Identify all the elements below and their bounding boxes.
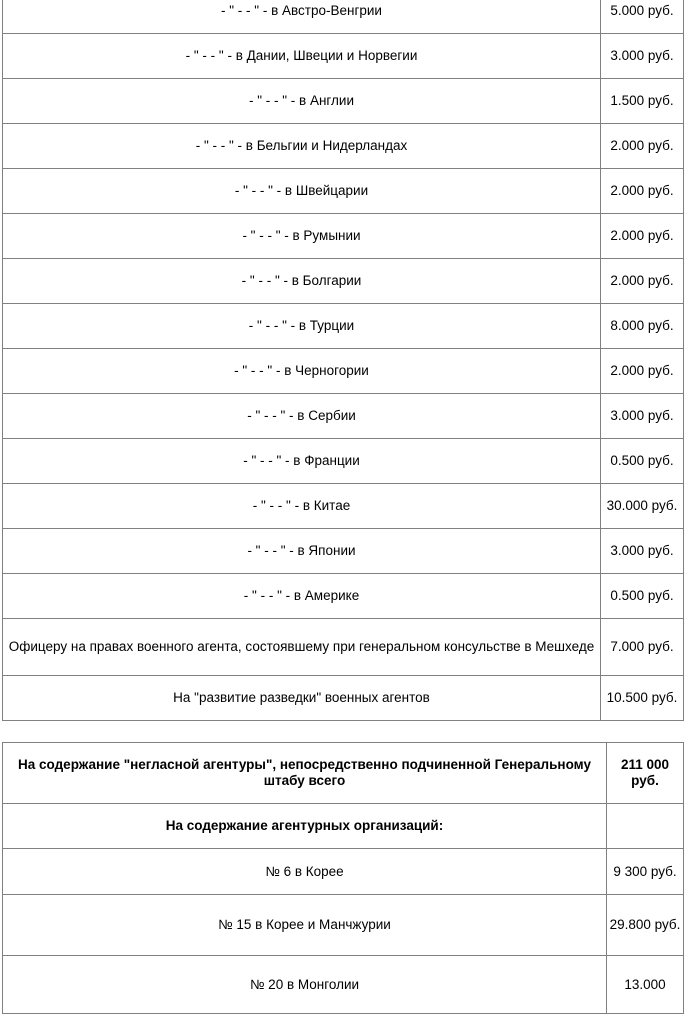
row-amount: 2.000 руб. (601, 124, 684, 169)
row-amount: 8.000 руб. (601, 304, 684, 349)
row-label: На "развитие разведки" военных агентов (3, 676, 601, 721)
total-amount: 211 000 руб. (607, 743, 684, 804)
row-amount: 10.500 руб. (601, 676, 684, 721)
row-amount: 30.000 руб. (601, 484, 684, 529)
table-row (3, 34, 684, 79)
agent-organizations-table (2, 742, 684, 1014)
total-label: На содержание "негласной агентуры", непосредственно подчиненной Генеральному штабу всего (3, 743, 607, 804)
row-label: - " - - " - в Швейцарии (3, 169, 601, 214)
row-amount: 0.500 руб. (601, 574, 684, 619)
row-label: № 6 в Корее (3, 849, 607, 895)
row-amount: 2.000 руб. (601, 349, 684, 394)
table-row (3, 259, 684, 304)
table-row (3, 79, 684, 124)
row-amount: 9 300 руб. (607, 849, 684, 895)
total-row (3, 743, 684, 804)
row-amount: 3.000 руб. (601, 394, 684, 439)
section-label: На содержание агентурных организаций: (3, 804, 607, 849)
agents-budget-table (2, 0, 684, 721)
table-row (3, 304, 684, 349)
table-row (3, 895, 684, 956)
table-row (3, 394, 684, 439)
row-amount: 2.000 руб. (601, 214, 684, 259)
table-row (3, 0, 684, 34)
row-label: - " - - " - в Бельгии и Нидерландах (3, 124, 601, 169)
row-amount: 2.000 руб. (601, 259, 684, 304)
row-label: - " - - " - в Черногории (3, 349, 601, 394)
row-label: Офицеру на правах военного агента, состоявшему при генеральном консульстве в Мешхеде (3, 619, 601, 676)
table-row (3, 439, 684, 484)
table-row (3, 676, 684, 721)
row-label: - " - - " - в Румынии (3, 214, 601, 259)
table-row (3, 169, 684, 214)
row-amount: 5.000 руб. (601, 0, 684, 34)
row-label: - " - - " - в Дании, Швеции и Норвегии (3, 34, 601, 79)
row-amount: 3.000 руб. (601, 529, 684, 574)
table-row (3, 956, 684, 1014)
row-label: - " - - " - в Турции (3, 304, 601, 349)
row-amount: 2.000 руб. (601, 169, 684, 214)
row-label: - " - - " - в Болгарии (3, 259, 601, 304)
row-label: - " - - " - в Австро-Венгрии (3, 0, 601, 34)
table-row (3, 574, 684, 619)
table-row (3, 349, 684, 394)
table-row (3, 214, 684, 259)
table-row (3, 484, 684, 529)
section-header-row (3, 804, 684, 849)
row-amount: 7.000 руб. (601, 619, 684, 676)
row-label: - " - - " - в Японии (3, 529, 601, 574)
row-label: - " - - " - в Англии (3, 79, 601, 124)
section-amount (607, 804, 684, 849)
table-row (3, 849, 684, 895)
row-amount: 13.000 (607, 956, 684, 1014)
row-label: - " - - " - в Китае (3, 484, 601, 529)
row-label: № 20 в Монголии (3, 956, 607, 1014)
row-label: - " - - " - в Америке (3, 574, 601, 619)
row-label: - " - - " - в Сербии (3, 394, 601, 439)
row-amount: 1.500 руб. (601, 79, 684, 124)
table-row (3, 124, 684, 169)
row-amount: 3.000 руб. (601, 34, 684, 79)
table-row (3, 529, 684, 574)
row-amount: 29.800 руб. (607, 895, 684, 956)
table-row (3, 619, 684, 676)
row-label: № 15 в Корее и Манчжурии (3, 895, 607, 956)
row-amount: 0.500 руб. (601, 439, 684, 484)
row-label: - " - - " - в Франции (3, 439, 601, 484)
